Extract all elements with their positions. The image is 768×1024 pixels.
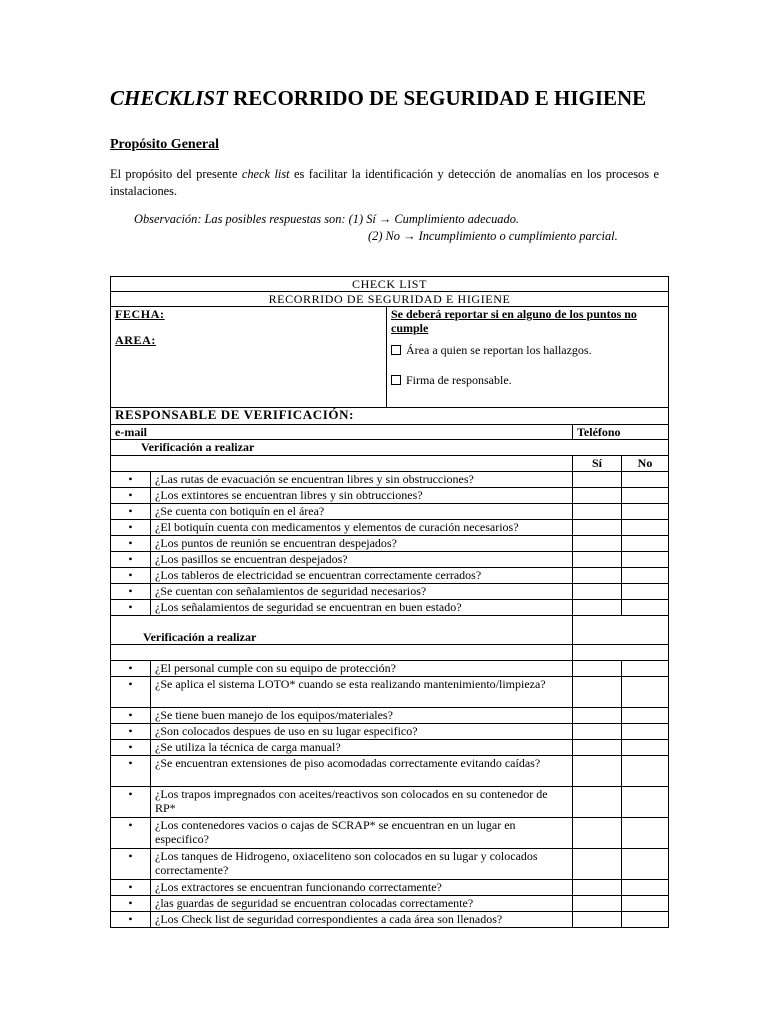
answer-no-cell[interactable] xyxy=(622,912,669,928)
question-text: ¿El personal cumple con su equipo de protección? xyxy=(151,661,573,677)
intro-italic: check list xyxy=(241,167,290,181)
answer-no-cell[interactable] xyxy=(622,818,669,849)
fecha-label: FECHA: xyxy=(115,307,165,321)
table-title: CHECK LIST xyxy=(111,277,669,292)
answer-si-cell[interactable] xyxy=(573,472,622,488)
bullet-icon: • xyxy=(111,708,151,724)
bullet-icon: • xyxy=(111,818,151,849)
checkbox-icon[interactable] xyxy=(391,375,401,385)
question-text: ¿Se aplica el sistema LOTO* cuando se esta realizando mantenimiento/limpieza? xyxy=(151,677,573,708)
question-text: ¿Se cuentan con señalamientos de seguridad necesarios? xyxy=(151,584,573,600)
spacer-row xyxy=(111,645,669,661)
answer-si-cell[interactable] xyxy=(573,520,622,536)
table-row xyxy=(111,661,669,677)
answer-no-cell[interactable] xyxy=(622,584,669,600)
table-row xyxy=(111,568,669,584)
answer-si-cell[interactable] xyxy=(573,677,622,708)
table-subtitle: RECORRIDO DE SEGURIDAD E HIGIENE xyxy=(111,292,669,307)
answer-no-cell[interactable] xyxy=(622,849,669,880)
answer-no-cell[interactable] xyxy=(622,600,669,616)
question-text: ¿Son colocados despues de uso en su lugar especifico? xyxy=(151,724,573,740)
answer-si-cell[interactable] xyxy=(573,708,622,724)
answer-si-cell[interactable] xyxy=(573,724,622,740)
question-text: ¿Se utiliza la técnica de carga manual? xyxy=(151,740,573,756)
bullet-icon: • xyxy=(111,896,151,912)
question-text: ¿Se cuenta con botiquín en el área? xyxy=(151,504,573,520)
table-row xyxy=(111,849,669,880)
answer-si-cell[interactable] xyxy=(573,756,622,787)
observation-line-2: (2) No → Incumplimiento o cumplimiento parcial. xyxy=(368,229,618,243)
question-text: ¿Los puntos de reunión se encuentran despejados? xyxy=(151,536,573,552)
bullet-icon: • xyxy=(111,724,151,740)
intro-paragraph: El propósito del presente check list es facilitar la identificación y detección de anomalías en los procesos e instalaciones. xyxy=(110,167,659,198)
bullet-icon: • xyxy=(111,756,151,787)
answer-no-cell[interactable] xyxy=(622,677,669,708)
table-row xyxy=(111,504,669,520)
table-row xyxy=(111,896,669,912)
answer-si-cell[interactable] xyxy=(573,849,622,880)
question-text: ¿Los señalamientos de seguridad se encuentran en buen estado? xyxy=(151,600,573,616)
bullet-icon: • xyxy=(111,600,151,616)
table-row xyxy=(111,584,669,600)
answer-si-cell[interactable] xyxy=(573,600,622,616)
question-text: ¿Los tableros de electricidad se encuentran correctamente cerrados? xyxy=(151,568,573,584)
table-row xyxy=(111,787,669,818)
answer-no-cell[interactable] xyxy=(622,756,669,787)
bullet-icon: • xyxy=(111,740,151,756)
answer-no-cell[interactable] xyxy=(622,896,669,912)
answer-no-cell[interactable] xyxy=(622,536,669,552)
col-no-header: No xyxy=(622,456,669,472)
table-row xyxy=(111,488,669,504)
section-heading: Propósito General xyxy=(110,137,220,152)
answer-no-cell[interactable] xyxy=(622,724,669,740)
bullet-icon: • xyxy=(111,504,151,520)
answer-no-cell[interactable] xyxy=(622,661,669,677)
email-label[interactable]: e-mail xyxy=(111,425,573,440)
answer-si-cell[interactable] xyxy=(573,880,622,896)
answer-si-cell[interactable] xyxy=(573,568,622,584)
answer-no-cell[interactable] xyxy=(622,708,669,724)
checkbox-item-1[interactable]: Área a quien se reportan los hallazgos. xyxy=(391,343,664,357)
question-text: ¿Los extintores se encuentran libres y sin obtrucciones? xyxy=(151,488,573,504)
table-row xyxy=(111,552,669,568)
table-row xyxy=(111,756,669,787)
answer-si-cell[interactable] xyxy=(573,896,622,912)
bullet-icon: • xyxy=(111,568,151,584)
answer-si-cell[interactable] xyxy=(573,504,622,520)
checkbox-item-2[interactable]: Firma de responsable. xyxy=(391,373,664,387)
question-text: ¿Los contenedores vacios o cajas de SCRAP* se encuentran en un lugar en especifico? xyxy=(151,818,573,849)
answer-no-cell[interactable] xyxy=(622,880,669,896)
table-row xyxy=(111,708,669,724)
title-rest: RECORRIDO DE SEGURIDAD E HIGIENE xyxy=(227,86,647,110)
answer-no-cell[interactable] xyxy=(622,488,669,504)
section2-label: Verificación a realizar xyxy=(111,616,573,645)
table-row xyxy=(111,724,669,740)
table-row xyxy=(111,536,669,552)
section2-header-row xyxy=(111,616,669,645)
report-note: Se deberá reportar si en alguno de los puntos no cumple xyxy=(391,307,637,335)
responsable-label[interactable]: RESPONSABLE DE VERIFICACIÓN: xyxy=(111,408,669,425)
question-text: ¿El botiquín cuenta con medicamentos y elementos de curación necesarios? xyxy=(151,520,573,536)
bullet-icon: • xyxy=(111,552,151,568)
answer-si-cell[interactable] xyxy=(573,584,622,600)
bullet-icon: • xyxy=(111,677,151,708)
bullet-icon: • xyxy=(111,787,151,818)
answer-si-cell[interactable] xyxy=(573,740,622,756)
header-blank xyxy=(111,456,573,472)
bullet-icon: • xyxy=(111,472,151,488)
bullet-icon: • xyxy=(111,520,151,536)
answer-no-cell[interactable] xyxy=(622,520,669,536)
spacer-cell xyxy=(573,645,669,661)
question-text: ¿Las rutas de evacuación se encuentran libres y sin obstrucciones? xyxy=(151,472,573,488)
question-text: ¿Se encuentran extensiones de piso acomodadas correctamente evitando caídas? xyxy=(151,756,573,787)
question-text: ¿Los tanques de Hidrogeno, oxiaceliteno son colocados en su lugar y colocados correctamente? xyxy=(151,849,573,880)
bullet-icon: • xyxy=(111,536,151,552)
answer-si-cell[interactable] xyxy=(573,552,622,568)
answer-si-cell[interactable] xyxy=(573,661,622,677)
checklist-table xyxy=(110,276,669,928)
table-row xyxy=(111,677,669,708)
table-row xyxy=(111,740,669,756)
table-row xyxy=(111,520,669,536)
answer-si-cell[interactable] xyxy=(573,536,622,552)
area-label: AREA: xyxy=(115,333,156,347)
observation-line-1: Observación: Las posibles respuestas son: (1) Sí → Cumplimiento adecuado. xyxy=(134,212,519,226)
table-row xyxy=(111,818,669,849)
table-row xyxy=(111,880,669,896)
spacer-cell xyxy=(111,645,573,661)
answer-no-cell[interactable] xyxy=(622,740,669,756)
question-text: ¿Los pasillos se encuentran despejados? xyxy=(151,552,573,568)
answer-si-cell[interactable] xyxy=(573,787,622,818)
checkbox-icon[interactable] xyxy=(391,345,401,355)
answer-si-cell[interactable] xyxy=(573,912,622,928)
question-text: ¿Los Check list de seguridad correspondientes a cada área son llenados? xyxy=(151,912,573,928)
report-cell xyxy=(387,307,669,408)
answer-no-cell[interactable] xyxy=(622,568,669,584)
document-title xyxy=(110,86,646,111)
table-row xyxy=(111,912,669,928)
bullet-icon: • xyxy=(111,488,151,504)
col-si-header: Sí xyxy=(573,456,622,472)
answer-no-cell[interactable] xyxy=(622,552,669,568)
table-row xyxy=(111,600,669,616)
answer-si-cell[interactable] xyxy=(573,488,622,504)
bullet-icon: • xyxy=(111,849,151,880)
telefono-label[interactable]: Teléfono xyxy=(573,425,669,440)
bullet-icon: • xyxy=(111,880,151,896)
section2-blank xyxy=(573,616,669,645)
answer-no-cell[interactable] xyxy=(622,504,669,520)
title-italic: CHECKLIST xyxy=(110,86,228,110)
question-text: ¿las guardas de seguridad se encuentran colocadas correctamente? xyxy=(151,896,573,912)
question-text: ¿Se tiene buen manejo de los equipos/materiales? xyxy=(151,708,573,724)
question-text: ¿Los extractores se encuentran funcionando correctamente? xyxy=(151,880,573,896)
section1-label: Verificación a realizar xyxy=(111,440,669,456)
answer-no-cell[interactable] xyxy=(622,787,669,818)
answer-si-cell[interactable] xyxy=(573,818,622,849)
answer-no-cell[interactable] xyxy=(622,472,669,488)
fecha-area-cell[interactable] xyxy=(111,307,387,408)
bullet-icon: • xyxy=(111,661,151,677)
bullet-icon: • xyxy=(111,912,151,928)
table-row xyxy=(111,472,669,488)
question-text: ¿Los trapos impregnados con aceites/reactivos son colocados en su contenedor de RP* xyxy=(151,787,573,818)
bullet-icon: • xyxy=(111,584,151,600)
